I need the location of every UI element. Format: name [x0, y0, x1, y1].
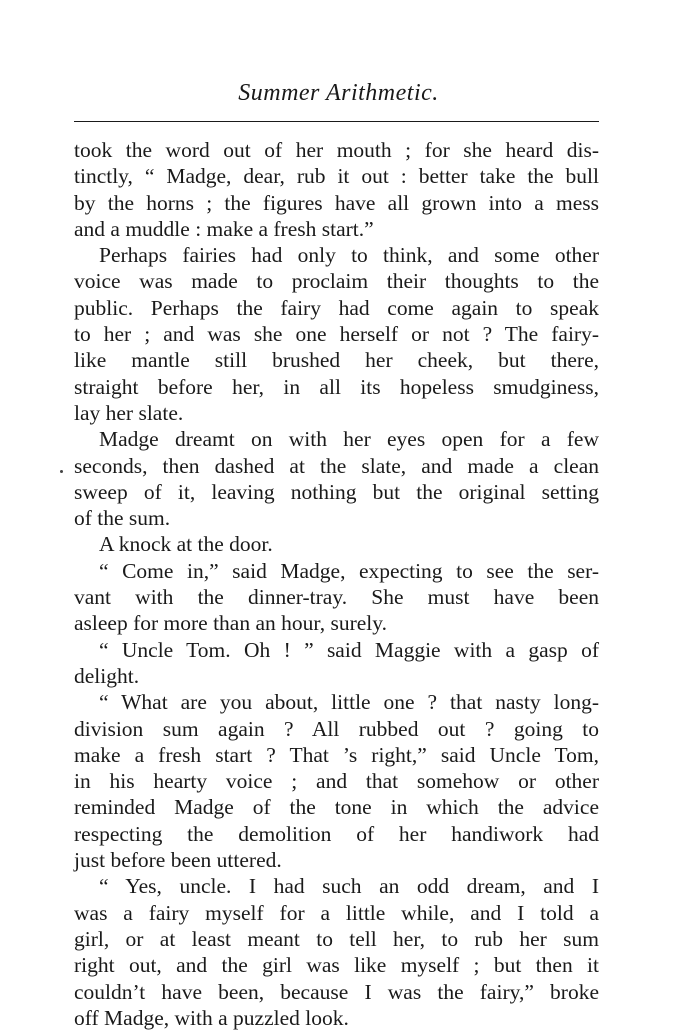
text-line: “ Yes, uncle. I had such an odd dream, and I [99, 874, 599, 899]
text-line: public. Perhaps the fairy had come again to speak [74, 295, 599, 320]
text-line: reminded Madge of the tone in which the advice [74, 795, 599, 820]
text-line: just before been uttered. [74, 848, 282, 873]
text-line: A knock at the door. [99, 532, 273, 557]
text-line: by the horns ; the figures have all grown into a mess [74, 190, 599, 215]
text-line: Perhaps fairies had only to think, and some other [99, 243, 599, 268]
text-line: sweep of it, leaving nothing but the original setting [74, 479, 599, 504]
text-line: off Madge, with a puzzled look. [74, 1005, 349, 1030]
paragraph [74, 558, 599, 637]
header-rule [74, 121, 599, 122]
body-text [74, 137, 599, 1031]
running-title: Summer Arithmetic. [238, 80, 439, 106]
text-line: straight before her, in all its hopeless smudginess, [74, 374, 599, 399]
paragraph [74, 689, 599, 873]
text-line: was a fairy myself for a little while, and I told a [74, 900, 599, 925]
text-line: “ Come in,” said Madge, expecting to see the ser- [99, 558, 599, 583]
paragraph [74, 242, 599, 426]
text-line: of the sum. [74, 506, 171, 531]
text-line: in his hearty voice ; and that somehow or other [74, 769, 599, 794]
text-line: took the word out of her mouth ; for she heard dis- [74, 138, 599, 162]
paragraph [74, 137, 599, 242]
text-line: and a muddle : make a fresh start.” [74, 216, 374, 241]
paragraph [74, 531, 599, 557]
text-line: make a fresh start ? That ’s right,” said Uncle Tom, [74, 742, 599, 767]
paragraph [74, 426, 599, 531]
text-line: seconds, then dashed at the slate, and made a clean [74, 453, 599, 478]
paragraph [74, 873, 599, 1031]
text-line: lay her slate. [74, 400, 184, 425]
text-line: girl, or at least meant to tell her, to rub her sum [74, 926, 599, 951]
text-line: “ Uncle Tom. Oh ! ” said Maggie with a gasp of [99, 637, 599, 662]
paragraph [74, 637, 599, 690]
text-line: voice was made to proclaim their thoughts to the [74, 269, 599, 294]
text-line: division sum again ? All rubbed out ? going to [74, 716, 599, 741]
text-line: “ What are you about, little one ? that nasty long- [99, 690, 599, 715]
text-line: right out, and the girl was like myself ; but then it [74, 953, 599, 978]
text-line: vant with the dinner-tray. She must have been [74, 585, 599, 610]
text-line: to her ; and was she one herself or not ? The fairy- [74, 322, 599, 347]
text-line: couldn’t have been, because I was the fairy,” broke [74, 979, 599, 1004]
text-line: respecting the demolition of her handiwork had [74, 821, 599, 846]
text-line: like mantle still brushed her cheek, but there, [74, 348, 599, 373]
text-line: Madge dreamt on with her eyes open for a few [99, 427, 599, 452]
text-line: delight. [74, 663, 140, 688]
ink-speck [60, 470, 63, 473]
text-line: asleep for more than an hour, surely. [74, 611, 387, 636]
text-line: tinctly, “ Madge, dear, rub it out : better take the bull [74, 164, 599, 189]
